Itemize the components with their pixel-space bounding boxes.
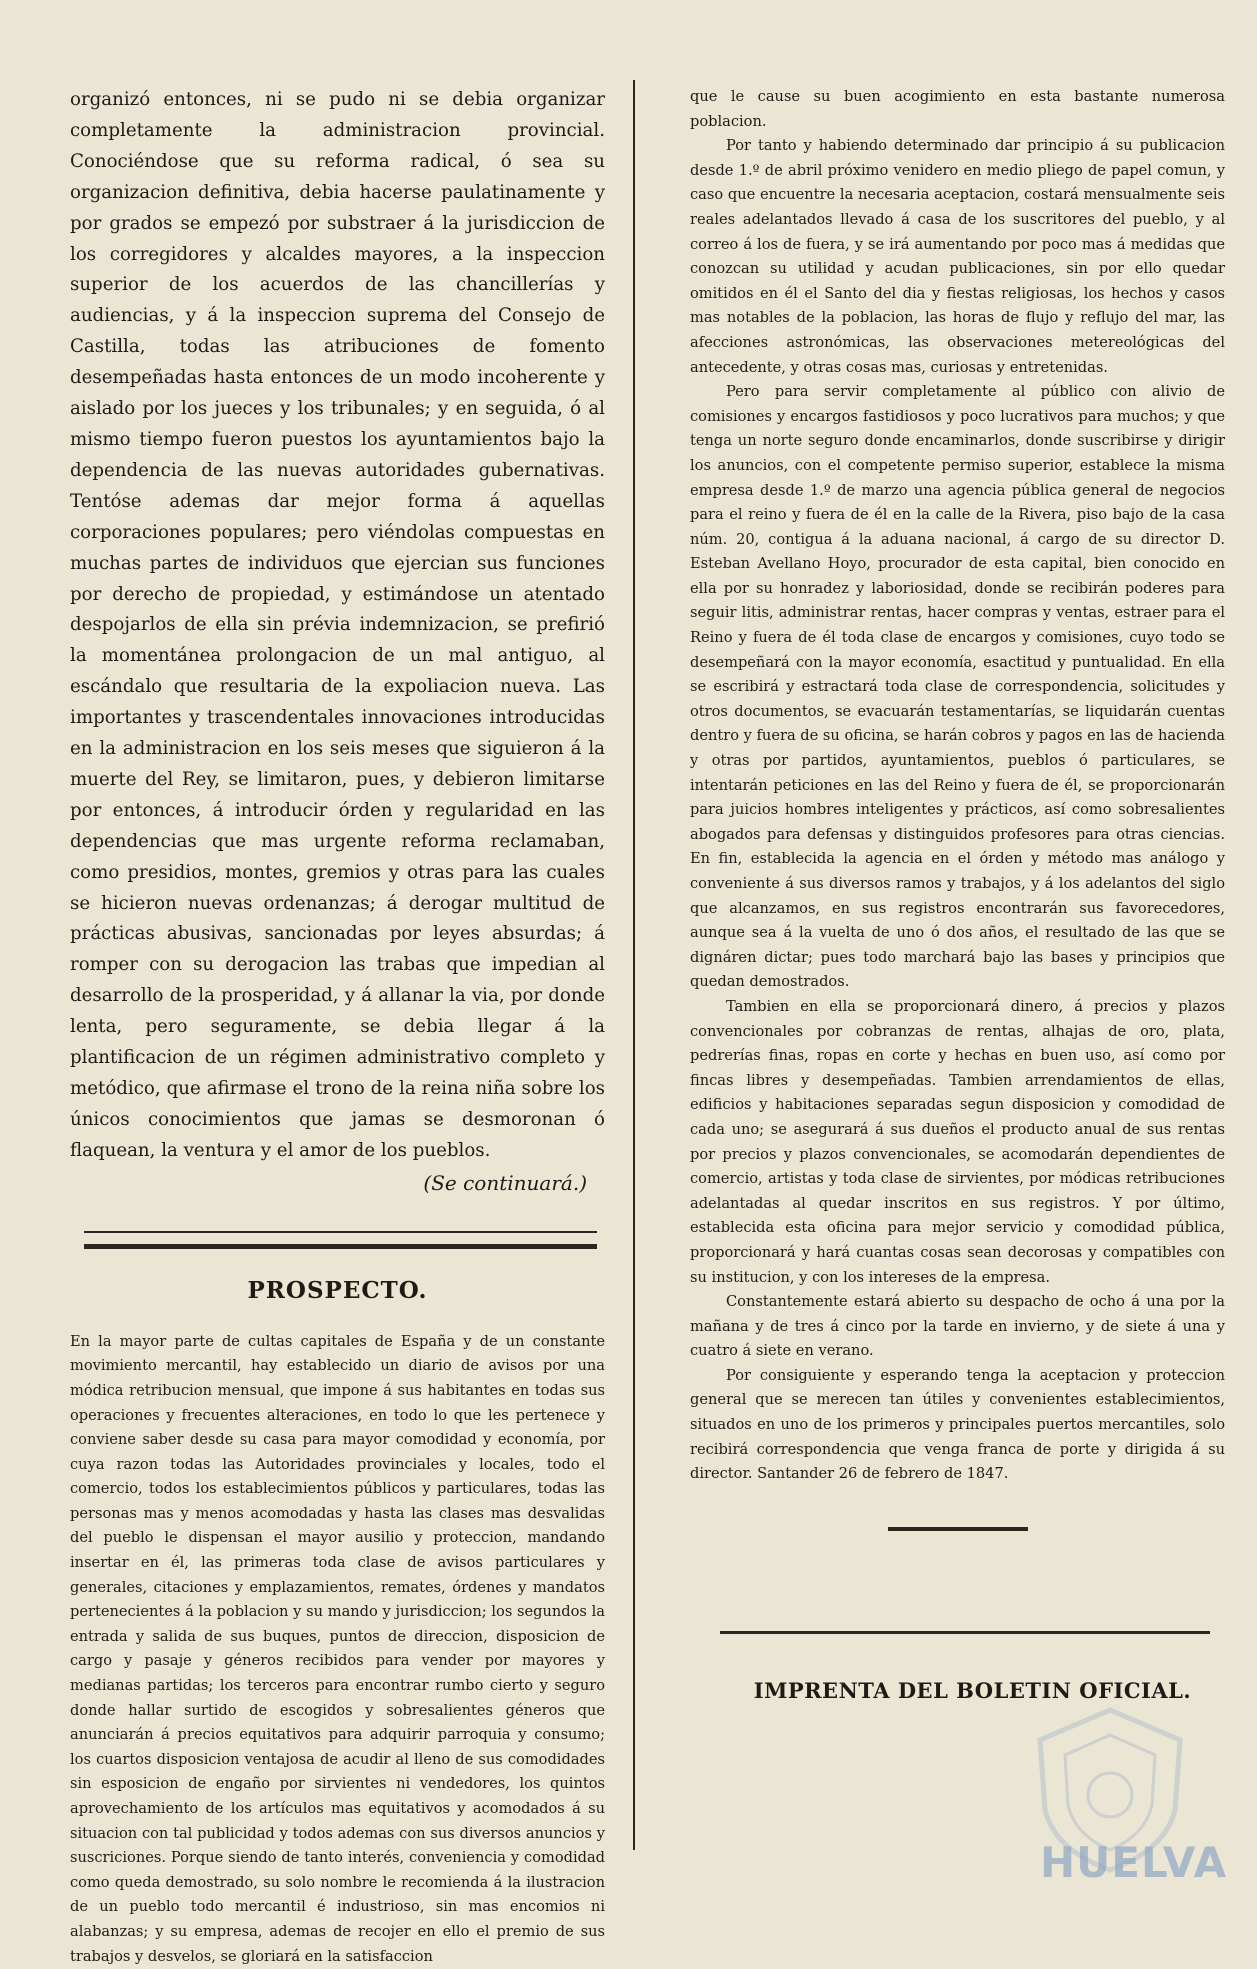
archive-watermark-text: HUELVA xyxy=(1040,1838,1228,1887)
article-body xyxy=(70,85,605,1167)
prospecto-paragraph: Constantemente estará abierto su despacho de ocho á una por la mañana y de tres á cinco por la tarde en invierno, y de siete á una y cuatro á siete en verano. xyxy=(690,1293,1225,1360)
printer-imprint: IMPRENTA DEL BOLETIN OFICIAL. xyxy=(753,1677,1192,1703)
left-column xyxy=(70,85,605,1969)
prospecto-paragraph: que le cause su buen acogimiento en esta bastante numerosa poblacion. xyxy=(690,88,1225,130)
section-divider xyxy=(84,1231,597,1249)
prospecto-continued xyxy=(690,85,1225,1487)
article-paragraph: organizó entonces, ni se pudo ni se debia organizar completamente la administracion provincial. Conociéndose que su reforma radical, ó sea su organizacion definitiva, debia hacerse paulatinamente y por grados se empezó por substraer á la jurisdiccion de los corregidores y alcaldes mayores, a la inspeccion superior de los acuerdos de las chancillerías y audiencias, y á la inspeccion suprema del Consejo de Castilla, todas las atribuciones de fomento desempeñadas hasta entonces de un modo incoherente y aislado por los jueces y los tribunales; y en seguida, ó al mismo tiempo fueron puestos los ayuntamientos bajo la dependencia de las nuevas autoridades gubernativas. Tentóse ademas dar mejor forma á aquellas corporaciones populares; pero viéndolas compuestas en muchas partes de individuos que ejercian sus funciones por derecho de propiedad, y estimándose un atentado despojarlos de ella sin prévia indemnizacion, se prefirió la momentánea prolongacion de un mal antiguo, al escándalo que resultaria de la expoliacion nueva. Las importantes y trascendentales innovaciones introducidas en la administracion en los seis meses que siguieron á la muerte del Rey, se limitaron, pues, y debieron limitarse por entonces, á introducir órden y regularidad en las dependencias que mas urgente reforma reclamaban, como presidios, montes, gremios y otras para las cuales se hicieron nuevas ordenanzas; á derogar multitud de prácticas abusivas, sancionadas por leyes absurdas; á romper con su derogacion las trabas que impedian al desarrollo de la prosperidad, y á allanar la via, por donde lenta, pero seguramente, se debia llegar á la plantificacion de un régimen administrativo completo y metódico, que afirmase el trono de la reina niña sobre los únicos conocimientos que jamas se desmoronan ó flaquean, la ventura y el amor de los pueblos. xyxy=(70,89,605,1161)
prospecto-paragraph: Por tanto y habiendo determinado dar principio á su publicacion desde 1.º de abril próximo venidero en medio pliego de papel comun, y caso que encuentre la necesaria aceptacion, costará mensualmente seis reales adelantados llevado á casa de los suscritores del pueblo, y al correo á los de fuera, y se irá aumentando por poco mas á medidas que conozcan su utilidad y acudan publicaciones, sin por ello quedar omitidos en él el Santo del dia y fiestas religiosas, los hechos y casos mas notables de la poblacion, las horas de flujo y reflujo del mar, las afecciones astronómicas, las observaciones metereológicas del antecedente, y otras cosas mas, curiosas y entretenidas. xyxy=(690,137,1225,376)
prospecto-title: PROSPECTO. xyxy=(247,1276,428,1304)
prospecto-paragraph: Pero para servir completamente al público con alivio de comisiones y encargos fastidiosos y poco lucrativos para muchos; y que tenga un norte seguro donde encaminarlos, donde suscribirse y dirigir los anuncios, con el competente permiso superior, establece la misma empresa desde 1.º de marzo una agencia pública general de negocios para el reino y fuera de él en la calle de la Rivera, piso bajo de la casa núm. 20, contigua á la aduana nacional, á cargo de su director D. Esteban Avellano Hoyo, procurador de esta capital, bien conocido en ella por su honradez y laboriosidad, donde se recibirán poderes para seguir litis, administrar rentas, hacer compras y ventas, estraer para el Reino y fuera de él toda clase de encargos y comisiones, cuyo todo se desempeñará con la mayor economía, esactitud y puntualidad. En ella se escribirá y estractará toda clase de correspondencia, solicitudes y otros documentos, se evacuarán testamentarías, se liquidarán cuentas dentro y fuera de su oficina, se harán cobros y pagos en las de hacienda y otras por partidos, ayuntamientos, pueblos ó particulares, se intentarán peticiones en las del Reino y fuera de él, se proporcionarán para juicios hombres inteligentes y prácticos, así como sobresalientes abogados para defensas y distinguidos profesores para otras ciencias. En fin, establecida la agencia en el órden y método mas análogo y conveniente á sus diversos ramos y trabajos, y á los adelantos del siglo que alcanzamos, en sus registros encontrarán sus favorecedores, aunque sea á la vuelta de uno ó dos años, el resultado de las que se dignáren dictar; pues todo marchará bajo las bases y principios que quedan demostrados. xyxy=(690,383,1225,991)
footer-rule xyxy=(720,1631,1210,1634)
prospecto-paragraph: En la mayor parte de cultas capitales de España y de un constante movimiento mercantil, hay establecido un diario de avisos por una módica retribucion mensual, que impone á sus habitantes en todas sus operaciones y frecuentes alteraciones, en todo lo que les pertenece y conviene saber desde su casa para mayor comodidad y economía, por cuya razon todas las Autoridades provinciales y locales, todo el comercio, todos los establecimientos públicos y particulares, todas las personas mas y menos acomodadas y hasta las clases mas desvalidas del pueblo le dispensan el mayor ausilio y proteccion, mandando insertar en él, las primeras toda clase de avisos particulares y generales, citaciones y emplazamientos, remates, órdenes y mandatos pertenecientes á la poblacion y su mando y jurisdiccion; los segundos la entrada y salida de sus buques, puntos de direccion, disposicion de cargo y pasaje y géneros recibidos para vender por mayores y medianas partidas; los terceros para encontrar rumbo cierto y seguro donde hallar surtido de escogidos y sobresalientes géneros que anunciarán á precios equitativos para adquirir parroquia y consumo; los cuartos disposicion ventajosa de acudir al lleno de sus comodidades sin esposicion de engaño por sirvientes ni vendedores, los quintos aprovechamiento de los artículos mas equitativos y acomodados á su situacion con tal publicidad y todos ademas con sus diversos anuncios y suscriciones. Porque siendo de tanto interés, conveniencia y comodidad como queda demostrado, su solo nombre le recomienda á la ilustracion de un pueblo todo mercantil é industrioso, sin mas encomios ni alabanzas; y su empresa, ademas de recojer en ello el premio de sus trabajos y desvelos, se gloriará en la satisfaccion xyxy=(70,1332,605,1965)
continuation-note: (Se continuará.) xyxy=(423,1170,587,1195)
column-rule xyxy=(633,80,635,1850)
prospecto-paragraph: Tambien en ella se proporcionará dinero, á precios y plazos convencionales por cobranzas de rentas, alhajas de oro, plata, pedrerías finas, ropas en corte y hechas en buen uso, así como por fincas libres y desempeñadas. Tambien arrendamientos de ellas, edificios y habitaciones separadas segun disposicion y comodidad de cada uno; se asegurará á sus dueños el producto anual de sus rentas por precios y plazos convencionales, se acomodarán dependientes de comercio, artistas y toda clase de sirvientes, por módicas retribuciones adelantadas al quedar inscritos en sus registros. Y por último, establecida esta oficina para mejor servicio y comodidad pública, proporcionará y hará cuantas cosas sean decorosas y compatibles con su institucion, y con los intereses de la empresa. xyxy=(690,997,1225,1286)
prospecto-paragraph: Por consiguiente y esperando tenga la aceptacion y proteccion general que se merecen tan útiles y convenientes establecimientos, situados en uno de los primeros y principales puertos mercantiles, solo recibirá correspondencia que venga franca de porte y dirigida á su director. Santander 26 de febrero de 1847. xyxy=(690,1366,1225,1483)
right-column xyxy=(690,85,1225,1703)
prospecto-body xyxy=(70,1330,605,1969)
end-ornament-rule xyxy=(888,1527,1028,1531)
